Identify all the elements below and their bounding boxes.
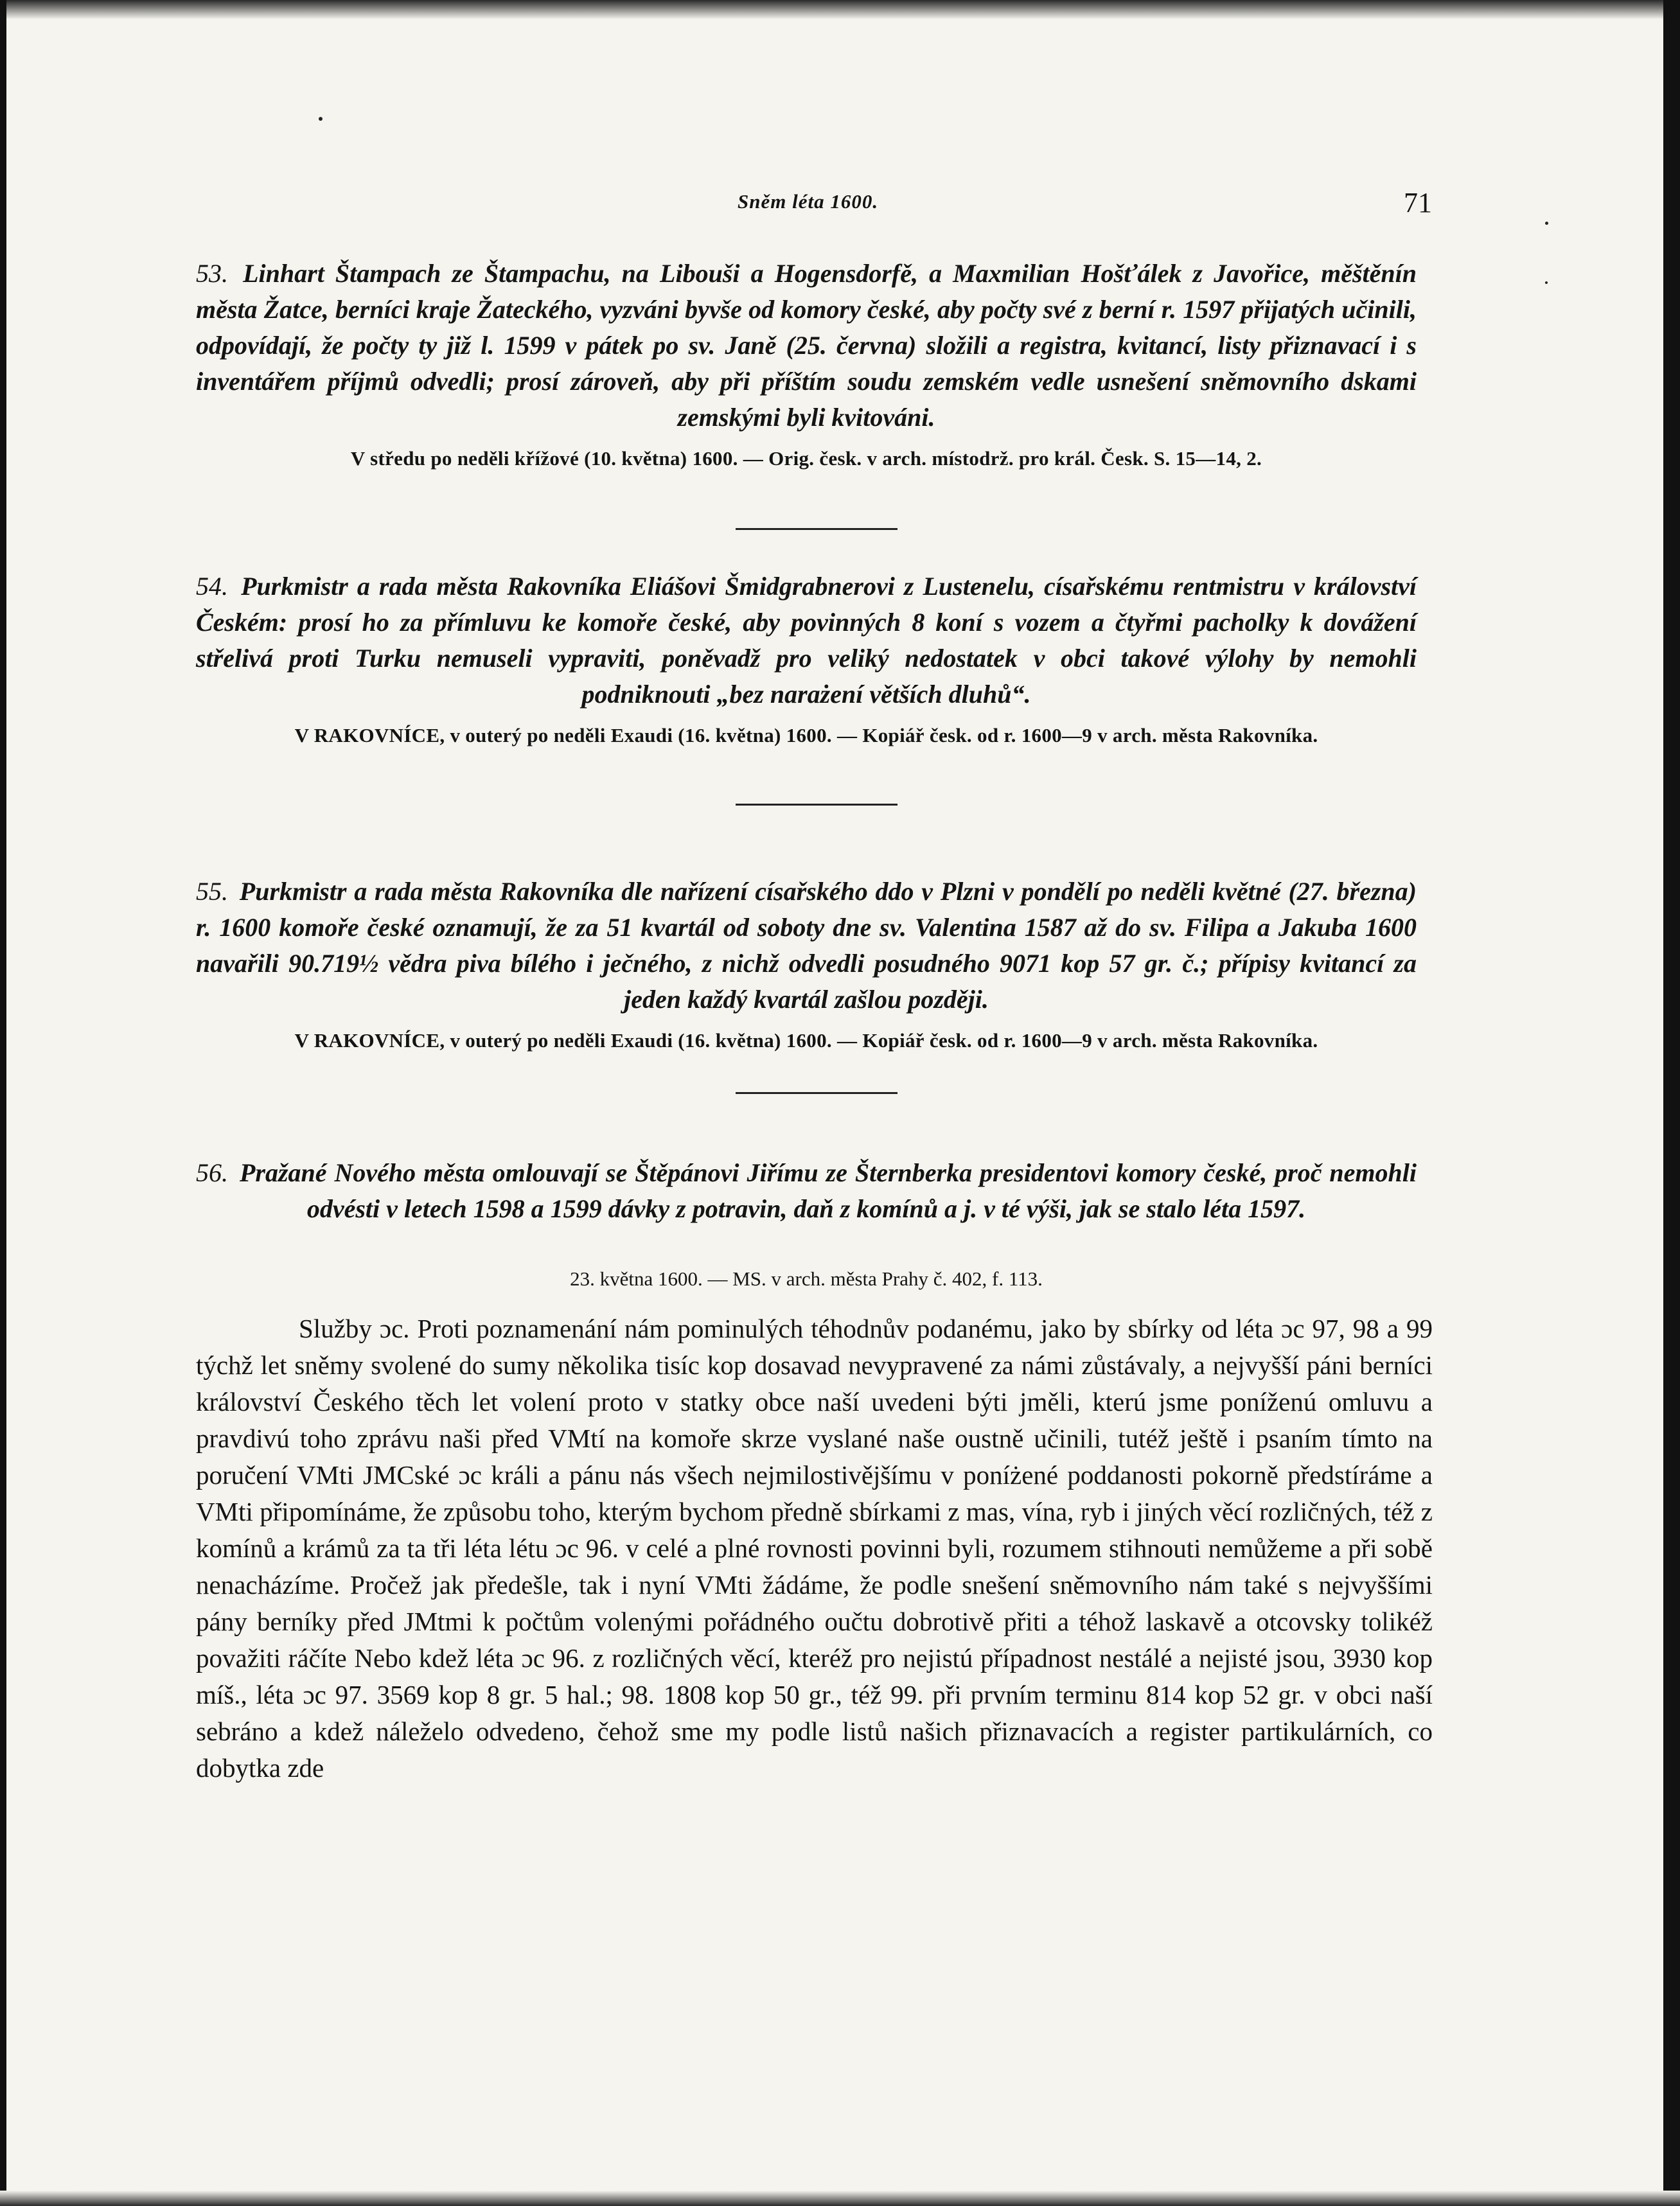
entry-number: 54.	[196, 572, 228, 601]
entry-53	[196, 256, 1417, 470]
entry-number: 56.	[196, 1158, 228, 1187]
regest-56	[196, 1155, 1417, 1227]
scan-speck	[319, 117, 323, 121]
entry-54	[196, 569, 1417, 747]
scan-speck	[1545, 281, 1548, 284]
regest-text: Linhart Štampach ze Štampachu, na Libouši a Hogensdorfě, a Maxmilian Hošťálek z Javořice, měštěnín města Žatce, berníci kraje Žateckého, vyzváni byvše od komory české, aby počty své z berní r. 1597 přijatých učinili, odpovídají, že počty ty již l. 1599 v pátek po sv. Janě (25. června) složili a registra, kvitancí, listy přiznavací i s inventářem příjmů odvedli; prosí zároveň, aby při příštím soudu zemském vedle usnešení sněmovního dskami zemskými byli kvitováni.	[196, 259, 1417, 432]
regest-text: Purkmistr a rada města Rakovníka dle nařízení císařského ddo v Plzni v pondělí po neděli květné (27. března) r. 1600 komoře české oznamují, že za 51 kvartál od soboty dne sv. Valentina 1587 až do sv. Filipa a Jakuba 1600 navařili 90.719½ vědra piva bílého i ječného, z nichž odvedli posudného 9071 kop 57 gr. č.; přípisy kvitancí za jeden každý kvartál zašlou později.	[196, 877, 1417, 1014]
entry-55	[196, 874, 1417, 1052]
regest-54	[196, 569, 1417, 712]
scan-edge-bottom	[0, 2191, 1680, 2206]
scan-edge-right	[1663, 0, 1680, 2206]
scan-speck	[1545, 222, 1548, 225]
regest-53	[196, 256, 1417, 436]
dating-55: V RAKOVNÍCE, v outerý po neděli Exaudi (16. května) 1600. — Kopiář česk. od r. 1600—9 v arch. města Rakovníka.	[294, 1029, 1318, 1052]
running-title: Sněm léta 1600.	[738, 190, 879, 213]
dating-54: V RAKOVNÍCE, v outerý po neděli Exaudi (16. května) 1600. — Kopiář česk. od r. 1600—9 v arch. města Rakovníka.	[294, 724, 1318, 746]
separator-rule	[736, 528, 897, 530]
separator-rule	[736, 804, 897, 806]
entry-56	[196, 1155, 1417, 1227]
regest-55	[196, 874, 1417, 1018]
page-number: 71	[1404, 187, 1432, 218]
scan-edge-top	[0, 0, 1680, 19]
regest-text: Pražané Nového města omlouvají se Štěpánovi Jiřímu ze Šternberka presidentovi komory české, proč nemohli odvésti v letech 1598 a 1599 dávky z potravin, daň z komínů a j. v té výši, jak se stalo léta 1597.	[239, 1158, 1417, 1223]
letter-body-text: Služby ɔc. Proti poznamenání nám pominulých téhodnův podanému, jako by sbírky od léta ɔc 97, 98 a 99 týchž let sněmy svolené do sumy několika tisíc kop dosavad nevypravené za námi zůstávaly, a nejvyšší páni berníci království Českého těch let volení proto v statky obce naší uvedeni býti jměli, kterú jsme poníženú omluvu a pravdivú toho zprávu naši před VMtí na komoře skrze vyslané naše oustně učinili, tutéž ještě i psaním tímto na poručení VMti JMCské ɔc králi a pánu nás všech nejmilostivějšímu v poníżené poddanosti pokorně předstíráme a VMti připomínáme, že způsobu toho, kterým bychom předně sbírkami z mas, vína, ryb i jiných věcí rozličných, též z komínů a krámů za ta tři léta létu ɔc 96. v celé a plné rovnosti povinni byli, rozumem stihnouti nemůžeme a při sobě nenacházíme. Pročež jak předešle, tak i nyní VMti žádáme, že podle snešení sněmovního nám také s nejvyššími pány berníky před JMtmi k počtům volenými pořádného oučtu dobrotivě přiti a téhož laskavě a otcovsky tolikéž považiti ráčíte Nebo kdež léta ɔc 96. z rozličných věcí, kteréž pro nejistú případnost nestálé a nejisté jsou, 3930 kop míš., léta ɔc 97. 3569 kop 8 gr. 5 hal.; 98. 1808 kop 50 gr., též 99. při prvním terminu 814 kop 52 gr. v obci naší sebráno a kdež náleželo odvedeno, čehož sme my podle listů našich přiznavacích a register partikulárních, co dobytka zde	[196, 1314, 1433, 1783]
dating-53: V středu po neděli křížové (10. května) 1600. — Orig. česk. v arch. místodrž. pro král. Česk. S. 15—14, 2.	[350, 447, 1262, 470]
dating-56: 23. května 1600. — MS. v arch. města Prahy č. 402, f. 113.	[570, 1267, 1043, 1290]
entry-number: 53.	[196, 259, 228, 288]
separator-rule	[736, 1092, 897, 1094]
regest-text: Purkmistr a rada města Rakovníka Eliášovi Šmidgrabnerovi z Lustenelu, císařskému rentmistru v království Českém: prosí ho za přímluvu ke komoře české, aby povinných 8 koní s vozem a čtyřmi pacholky k dovážení střelivá proti Turku nemuseli vypraviti, poněvadž pro veliký nedostatek v obci takové výlohy by nemohli podniknouti „bez narażení větších dluhů“.	[196, 572, 1417, 709]
entry-number: 55.	[196, 877, 228, 906]
scan-edge-left	[0, 0, 6, 2206]
